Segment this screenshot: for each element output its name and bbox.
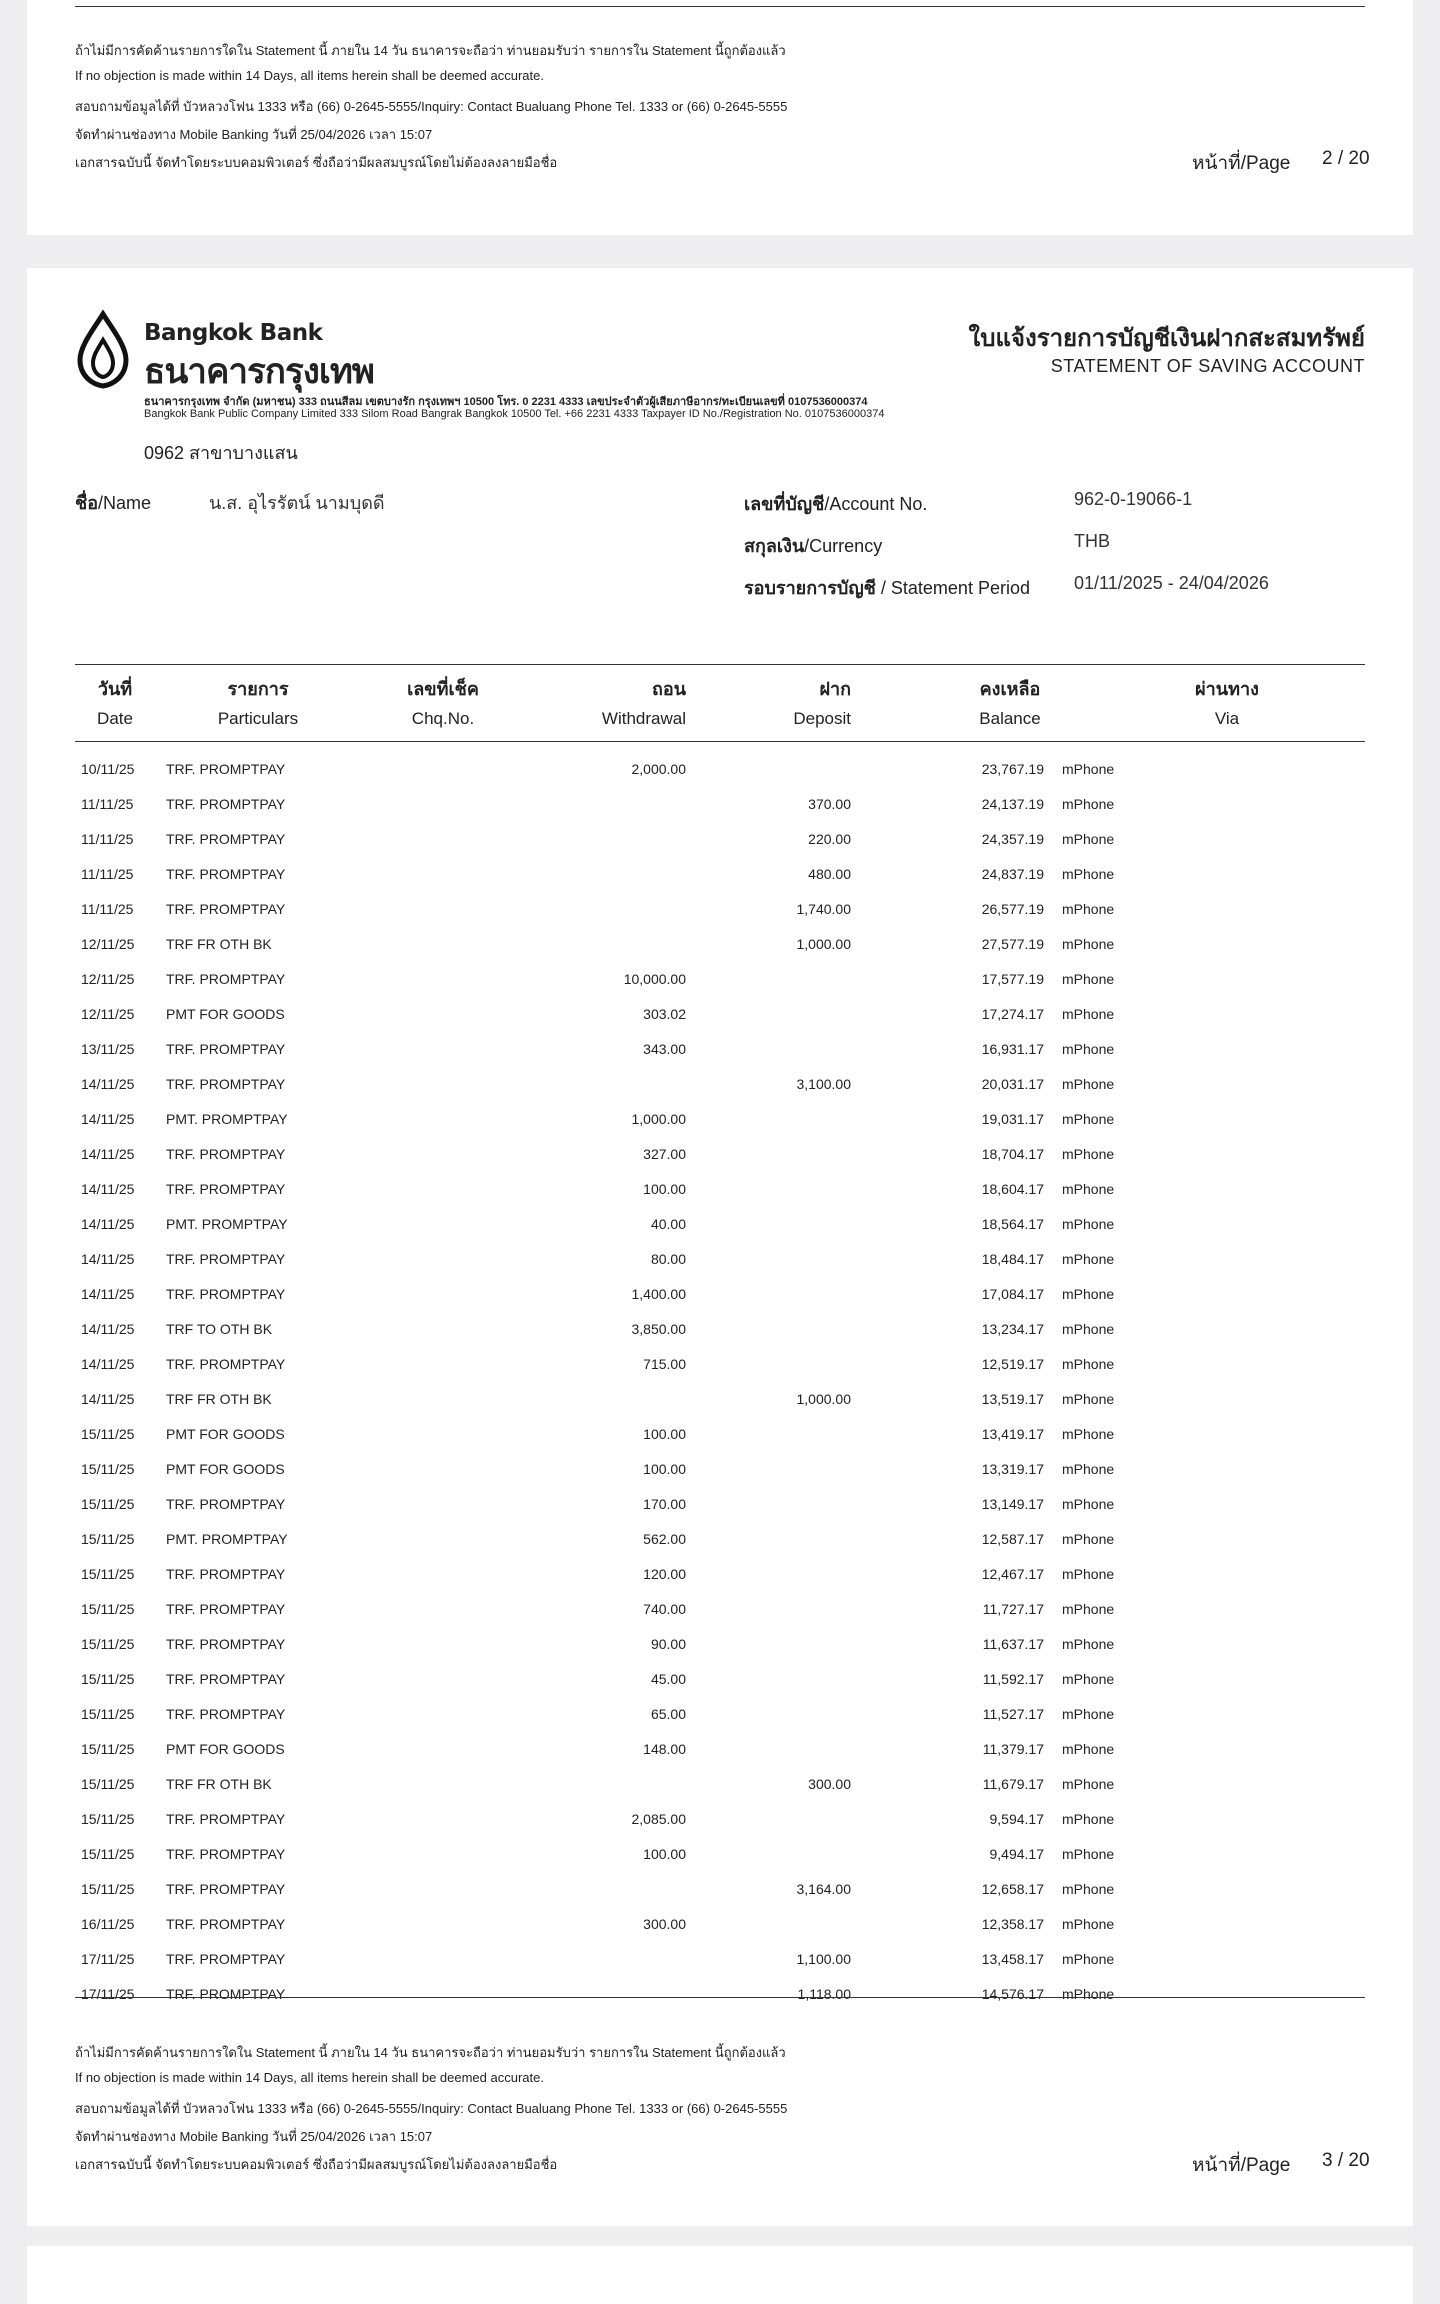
account-no-label-en: /Account No. — [824, 494, 928, 514]
cell-date: 11/11/25 — [81, 901, 134, 917]
cell-balance: 12,587.17 — [981, 1531, 1044, 1547]
cell-particulars: TRF FR OTH BK — [166, 1776, 272, 1792]
cell-balance: 18,564.17 — [981, 1216, 1044, 1232]
cell-date: 15/11/25 — [81, 1846, 135, 1862]
cell-particulars: TRF. PROMPTPAY — [166, 796, 286, 812]
col-deposit-en: Deposit — [793, 709, 851, 728]
cell-date: 15/11/25 — [81, 1706, 135, 1722]
table-row — [75, 1802, 1365, 1837]
cell-particulars: TRF. PROMPTPAY — [166, 1251, 286, 1267]
col-chqno-en: Chq.No. — [411, 709, 475, 728]
table-bottom-rule — [75, 1997, 1365, 1998]
col-via-th: ผ่านทาง — [1195, 679, 1259, 699]
branch-name: 0962 สาขาบางแสน — [144, 443, 298, 463]
cell-particulars: TRF. PROMPTPAY — [166, 1356, 286, 1372]
statement-period-value: 01/11/2025 - 24/04/2026 — [1074, 573, 1269, 593]
cell-withdrawal: 2,085.00 — [631, 1811, 686, 1827]
table-row — [75, 1312, 1365, 1347]
cell-particulars: TRF. PROMPTPAY — [166, 1811, 286, 1827]
cell-date: 17/11/25 — [81, 1986, 135, 2002]
col-balance-en: Balance — [979, 709, 1041, 728]
cell-withdrawal: 65.00 — [650, 1706, 686, 1722]
cell-deposit: 370.00 — [808, 796, 851, 812]
table-row — [75, 1382, 1365, 1417]
statement-page-current — [27, 268, 1413, 2226]
page-label: หน้าที่/Page — [1192, 153, 1291, 174]
cell-balance: 17,274.17 — [981, 1006, 1044, 1022]
cell-via: mPhone — [1062, 1356, 1115, 1372]
cell-balance: 12,358.17 — [981, 1916, 1044, 1932]
col-particulars-en: Particulars — [217, 709, 299, 728]
cell-withdrawal: 100.00 — [643, 1461, 686, 1477]
cell-deposit: 300.00 — [808, 1776, 851, 1792]
cell-withdrawal: 740.00 — [643, 1601, 686, 1617]
cell-via: mPhone — [1062, 831, 1115, 847]
cell-via: mPhone — [1062, 1741, 1115, 1757]
cell-deposit: 480.00 — [808, 866, 851, 882]
cell-via: mPhone — [1062, 866, 1115, 882]
cell-date: 11/11/25 — [81, 866, 134, 882]
cell-date: 14/11/25 — [81, 1076, 135, 1092]
cell-particulars: PMT FOR GOODS — [166, 1006, 285, 1022]
cell-via: mPhone — [1062, 1706, 1115, 1722]
table-row — [75, 1697, 1365, 1732]
cell-balance: 11,527.17 — [982, 1706, 1044, 1722]
cell-via: mPhone — [1062, 1636, 1115, 1652]
page-label: หน้าที่/Page — [1192, 2155, 1291, 2176]
cell-balance: 11,679.17 — [982, 1776, 1044, 1792]
table-row — [75, 1172, 1365, 1207]
table-row — [75, 1452, 1365, 1487]
cell-particulars: TRF TO OTH BK — [166, 1321, 273, 1337]
cell-balance: 13,458.17 — [981, 1951, 1044, 1967]
cell-date: 14/11/25 — [81, 1111, 135, 1127]
table-row — [75, 1557, 1365, 1592]
cell-via: mPhone — [1062, 1216, 1115, 1232]
cell-date: 15/11/25 — [81, 1776, 135, 1792]
statement-page-previous — [27, 0, 1413, 235]
cell-balance: 17,084.17 — [981, 1286, 1044, 1302]
statement-title-en: STATEMENT OF SAVING ACCOUNT — [1050, 356, 1365, 376]
cell-via: mPhone — [1062, 1181, 1115, 1197]
cell-via: mPhone — [1062, 1601, 1115, 1617]
cell-date: 10/11/25 — [81, 761, 135, 777]
table-row — [75, 1907, 1365, 1942]
cell-balance: 16,931.17 — [981, 1041, 1044, 1057]
cell-date: 16/11/25 — [81, 1916, 135, 1932]
table-row — [75, 1207, 1365, 1242]
cell-balance: 27,577.19 — [981, 936, 1044, 952]
cell-via: mPhone — [1062, 1916, 1115, 1932]
cell-via: mPhone — [1062, 1986, 1115, 2002]
col-date-th: วันที่ — [97, 679, 133, 699]
cell-via: mPhone — [1062, 1251, 1115, 1267]
cell-deposit: 1,100.00 — [796, 1951, 851, 1967]
cell-balance: 13,319.17 — [981, 1461, 1044, 1477]
currency-label-th: สกุลเงิน — [744, 536, 805, 556]
cell-particulars: TRF. PROMPTPAY — [166, 761, 286, 777]
cell-balance: 18,704.17 — [981, 1146, 1044, 1162]
cell-particulars: TRF. PROMPTPAY — [166, 901, 286, 917]
cell-balance: 11,592.17 — [982, 1671, 1044, 1687]
col-particulars-th: รายการ — [227, 679, 289, 699]
table-row — [75, 1662, 1365, 1697]
footer-objection-en: If no objection is made within 14 Days, all items herein shall be deemed accurate. — [75, 68, 544, 83]
cell-withdrawal: 562.00 — [643, 1531, 686, 1547]
table-row — [75, 1137, 1365, 1172]
cell-date: 12/11/25 — [81, 936, 135, 952]
cell-particulars: PMT. PROMPTPAY — [166, 1111, 288, 1127]
footer-generated: จัดทำผ่านช่องทาง Mobile Banking วันที่ 25/04/2026 เวลา 15:07 — [75, 127, 433, 142]
cell-via: mPhone — [1062, 901, 1115, 917]
cell-via: mPhone — [1062, 1671, 1115, 1687]
cell-via: mPhone — [1062, 761, 1115, 777]
cell-date: 14/11/25 — [81, 1181, 135, 1197]
cell-balance: 11,727.17 — [982, 1601, 1044, 1617]
cell-withdrawal: 90.00 — [650, 1636, 686, 1652]
col-chqno-header — [407, 674, 479, 729]
table-row — [75, 1872, 1365, 1907]
currency-label — [744, 531, 882, 560]
cell-balance: 9,494.17 — [989, 1846, 1044, 1862]
cell-particulars: PMT FOR GOODS — [166, 1461, 285, 1477]
cell-particulars: TRF. PROMPTPAY — [166, 1846, 286, 1862]
currency-label-en: /Currency — [804, 536, 883, 556]
table-row — [75, 787, 1365, 822]
cell-via: mPhone — [1062, 1146, 1115, 1162]
name-label-en: /Name — [98, 493, 152, 513]
table-row — [75, 1417, 1365, 1452]
cell-via: mPhone — [1062, 1951, 1115, 1967]
cell-withdrawal: 715.00 — [643, 1356, 686, 1372]
cell-date: 14/11/25 — [81, 1286, 135, 1302]
col-balance-th: คงเหลือ — [979, 679, 1041, 699]
cell-withdrawal: 10,000.00 — [623, 971, 686, 987]
cell-particulars: TRF. PROMPTPAY — [166, 1881, 286, 1897]
cell-date: 14/11/25 — [81, 1321, 135, 1337]
cell-particulars: TRF. PROMPTPAY — [166, 1671, 286, 1687]
cell-balance: 12,519.17 — [981, 1356, 1044, 1372]
table-header-rule — [75, 741, 1365, 742]
table-row — [75, 1102, 1365, 1137]
bank-address-en: Bangkok Bank Public Company Limited 333 Silom Road Bangrak Bangkok 10500 Tel. +66 2231 4333 Taxpayer ID No./Registration No. 0107536000374 — [144, 408, 885, 420]
cell-via: mPhone — [1062, 796, 1115, 812]
table-row — [75, 1032, 1365, 1067]
cell-date: 12/11/25 — [81, 971, 135, 987]
table-row — [75, 822, 1365, 857]
cell-balance: 24,137.19 — [981, 796, 1044, 812]
cell-via: mPhone — [1062, 1811, 1115, 1827]
footer-computer-generated: เอกสารฉบับนี้ จัดทำโดยระบบคอมพิวเตอร์ ซึ่งถือว่ามีผลสมบูรณ์โดยไม่ต้องลงลายมือชื่อ — [75, 2157, 558, 2172]
col-via-en: Via — [1214, 709, 1240, 728]
transactions-table-body — [75, 752, 1365, 2012]
cell-date: 15/11/25 — [81, 1566, 135, 1582]
cell-particulars: TRF. PROMPTPAY — [166, 1566, 286, 1582]
cell-balance: 11,379.17 — [982, 1741, 1044, 1757]
col-chqno-th: เลขที่เช็ค — [407, 679, 479, 699]
cell-balance: 17,577.19 — [981, 971, 1044, 987]
cell-withdrawal: 1,400.00 — [631, 1286, 686, 1302]
cell-via: mPhone — [1062, 1881, 1115, 1897]
statement-page-next — [27, 2246, 1413, 2304]
cell-balance: 26,577.19 — [981, 901, 1044, 917]
table-row — [75, 892, 1365, 927]
cell-particulars: PMT FOR GOODS — [166, 1741, 285, 1757]
bank-address-th: ธนาคารกรุงเทพ จำกัด (มหาชน) 333 ถนนสีลม เขตบางรัก กรุงเทพฯ 10500 โทร. 0 2231 4333 เลขประจำตัวผู้เสียภาษีอากร/ทะเบียนเลขที่ 0107536000374 — [144, 396, 868, 408]
footer-objection-en: If no objection is made within 14 Days, all items herein shall be deemed accurate. — [75, 2070, 544, 2085]
cell-deposit: 3,164.00 — [796, 1881, 851, 1897]
cell-via: mPhone — [1062, 1111, 1115, 1127]
footer-objection-th: ถ้าไม่มีการคัดค้านรายการใดใน Statement นี้ ภายใน 14 วัน ธนาคารจะถือว่า ท่านยอมรับว่า รายการใน Statement นี้ถูกต้องแล้ว — [75, 43, 786, 58]
table-row — [75, 857, 1365, 892]
cell-balance: 11,637.17 — [982, 1636, 1044, 1652]
cell-particulars: TRF. PROMPTPAY — [166, 1986, 286, 2002]
cell-balance: 24,837.19 — [981, 866, 1044, 882]
cell-balance: 20,031.17 — [981, 1076, 1044, 1092]
table-row — [75, 1942, 1365, 1977]
cell-deposit: 1,740.00 — [796, 901, 851, 917]
table-row — [75, 1347, 1365, 1382]
cell-withdrawal: 148.00 — [643, 1741, 686, 1757]
statement-period-label — [744, 573, 1030, 602]
cell-balance: 12,467.17 — [981, 1566, 1044, 1582]
table-row — [75, 997, 1365, 1032]
col-via-header — [1195, 674, 1259, 729]
cell-withdrawal: 170.00 — [643, 1496, 686, 1512]
table-row — [75, 962, 1365, 997]
bank-name-en: Bangkok Bank — [144, 320, 323, 346]
cell-withdrawal: 100.00 — [643, 1181, 686, 1197]
cell-particulars: TRF FR OTH BK — [166, 1391, 272, 1407]
table-row — [75, 1242, 1365, 1277]
footer-generated: จัดทำผ่านช่องทาง Mobile Banking วันที่ 25/04/2026 เวลา 15:07 — [75, 2129, 433, 2144]
cell-date: 15/11/25 — [81, 1426, 135, 1442]
cell-via: mPhone — [1062, 1006, 1115, 1022]
cell-particulars: TRF. PROMPTPAY — [166, 971, 286, 987]
cell-date: 14/11/25 — [81, 1216, 135, 1232]
table-row — [75, 1837, 1365, 1872]
cell-particulars: TRF. PROMPTPAY — [166, 1146, 286, 1162]
cell-date: 15/11/25 — [81, 1461, 135, 1477]
cell-particulars: TRF. PROMPTPAY — [166, 1041, 286, 1057]
cell-deposit: 3,100.00 — [796, 1076, 851, 1092]
cell-withdrawal: 80.00 — [650, 1251, 686, 1267]
statement-period-label-th: รอบรายการบัญชี — [744, 578, 876, 598]
cell-particulars: PMT. PROMPTPAY — [166, 1216, 288, 1232]
cell-date: 11/11/25 — [81, 831, 134, 847]
cell-particulars: TRF. PROMPTPAY — [166, 1636, 286, 1652]
account-no-label — [744, 489, 927, 518]
cell-via: mPhone — [1062, 1531, 1115, 1547]
cell-particulars: TRF. PROMPTPAY — [166, 1496, 286, 1512]
bangkok-bank-lotus-logo-icon — [75, 310, 131, 390]
cell-withdrawal: 100.00 — [643, 1846, 686, 1862]
name-label — [75, 488, 151, 517]
col-balance-header — [979, 674, 1040, 729]
col-deposit-header — [793, 674, 851, 729]
cell-date: 14/11/25 — [81, 1391, 135, 1407]
cell-withdrawal: 40.00 — [650, 1216, 686, 1232]
cell-withdrawal: 120.00 — [643, 1566, 686, 1582]
cell-withdrawal: 327.00 — [643, 1146, 686, 1162]
cell-balance: 19,031.17 — [981, 1111, 1044, 1127]
cell-balance: 18,604.17 — [981, 1181, 1044, 1197]
cell-via: mPhone — [1062, 1566, 1115, 1582]
cell-particulars: PMT FOR GOODS — [166, 1426, 285, 1442]
cell-withdrawal: 1,000.00 — [631, 1111, 686, 1127]
cell-via: mPhone — [1062, 1321, 1115, 1337]
cell-date: 14/11/25 — [81, 1356, 135, 1372]
cell-via: mPhone — [1062, 1041, 1115, 1057]
cell-date: 15/11/25 — [81, 1671, 135, 1687]
col-date-en: Date — [97, 709, 133, 728]
cell-balance: 14,576.17 — [981, 1986, 1044, 2002]
cell-date: 15/11/25 — [81, 1496, 135, 1512]
cell-particulars: TRF. PROMPTPAY — [166, 866, 286, 882]
cell-particulars: PMT. PROMPTPAY — [166, 1531, 288, 1547]
statement-period-label-en: / Statement Period — [875, 578, 1030, 598]
col-date-header — [97, 674, 133, 729]
cell-date: 15/11/25 — [81, 1636, 135, 1652]
cell-withdrawal: 303.02 — [643, 1006, 686, 1022]
cell-via: mPhone — [1062, 1461, 1115, 1477]
cell-date: 12/11/25 — [81, 1006, 135, 1022]
cell-deposit: 1,000.00 — [796, 1391, 851, 1407]
cell-balance: 13,519.17 — [981, 1391, 1044, 1407]
table-row — [75, 1977, 1365, 2012]
cell-particulars: TRF. PROMPTPAY — [166, 1706, 286, 1722]
cell-date: 13/11/25 — [81, 1041, 135, 1057]
col-deposit-th: ฝาก — [819, 679, 851, 699]
table-row — [75, 1277, 1365, 1312]
table-row — [75, 752, 1365, 787]
cell-particulars: TRF. PROMPTPAY — [166, 1601, 286, 1617]
cell-balance: 24,357.19 — [981, 831, 1044, 847]
table-row — [75, 1067, 1365, 1102]
cell-via: mPhone — [1062, 1391, 1115, 1407]
col-withdrawal-th: ถอน — [651, 679, 686, 699]
cell-particulars: TRF FR OTH BK — [166, 936, 272, 952]
cell-balance: 13,419.17 — [981, 1426, 1044, 1442]
cell-particulars: TRF. PROMPTPAY — [166, 1951, 286, 1967]
cell-balance: 13,234.17 — [981, 1321, 1044, 1337]
cell-withdrawal: 343.00 — [643, 1041, 686, 1057]
cell-via: mPhone — [1062, 936, 1115, 952]
table-row — [75, 927, 1365, 962]
cell-date: 15/11/25 — [81, 1811, 135, 1827]
account-no-value: 962-0-19066-1 — [1074, 489, 1193, 509]
cell-via: mPhone — [1062, 1846, 1115, 1862]
statement-title-th: ใบแจ้งรายการบัญชีเงินฝากสะสมทรัพย์ — [968, 325, 1365, 352]
col-withdrawal-header — [602, 674, 686, 729]
table-row — [75, 1592, 1365, 1627]
cell-deposit: 1,000.00 — [796, 936, 851, 952]
account-holder-name: น.ส. อุไรรัตน์ นามบุดดี — [209, 493, 385, 513]
cell-via: mPhone — [1062, 1426, 1115, 1442]
cell-deposit: 220.00 — [808, 831, 851, 847]
cell-date: 11/11/25 — [81, 796, 134, 812]
cell-balance: 18,484.17 — [981, 1251, 1044, 1267]
table-row — [75, 1627, 1365, 1662]
cell-date: 14/11/25 — [81, 1146, 135, 1162]
cell-date: 14/11/25 — [81, 1251, 135, 1267]
cell-deposit: 1,118.00 — [797, 1986, 851, 2002]
cell-balance: 9,594.17 — [989, 1811, 1044, 1827]
cell-via: mPhone — [1062, 1496, 1115, 1512]
cell-date: 15/11/25 — [81, 1881, 135, 1897]
table-row — [75, 1767, 1365, 1802]
cell-withdrawal: 100.00 — [643, 1426, 686, 1442]
cell-date: 15/11/25 — [81, 1531, 135, 1547]
cell-particulars: TRF. PROMPTPAY — [166, 1076, 286, 1092]
account-no-label-th: เลขที่บัญชี — [744, 494, 825, 514]
table-row — [75, 1487, 1365, 1522]
cell-via: mPhone — [1062, 1286, 1115, 1302]
cell-date: 17/11/25 — [81, 1951, 135, 1967]
table-bottom-rule — [75, 6, 1365, 7]
cell-date: 15/11/25 — [81, 1741, 135, 1757]
table-row — [75, 1522, 1365, 1557]
cell-withdrawal: 45.00 — [650, 1671, 686, 1687]
cell-withdrawal: 300.00 — [643, 1916, 686, 1932]
cell-via: mPhone — [1062, 1076, 1115, 1092]
footer-inquiry: สอบถามข้อมูลได้ที่ บัวหลวงโฟน 1333 หรือ (66) 0-2645-5555/Inquiry: Contact Bualuang Phone Tel. 1333 or (66) 0-2645-5555 — [75, 2101, 788, 2116]
footer-computer-generated: เอกสารฉบับนี้ จัดทำโดยระบบคอมพิวเตอร์ ซึ่งถือว่ามีผลสมบูรณ์โดยไม่ต้องลงลายมือชื่อ — [75, 155, 558, 170]
col-particulars-header — [218, 674, 298, 729]
page-number-value: 2 / 20 — [1322, 148, 1370, 169]
cell-balance: 13,149.17 — [981, 1496, 1044, 1512]
bank-name-th: ธนาคารกรุงเทพ — [144, 352, 374, 392]
cell-withdrawal: 3,850.00 — [631, 1321, 686, 1337]
cell-balance: 12,658.17 — [981, 1881, 1044, 1897]
currency-value: THB — [1074, 531, 1110, 551]
cell-balance: 23,767.19 — [981, 761, 1044, 777]
cell-particulars: TRF. PROMPTPAY — [166, 1916, 286, 1932]
name-label-th: ชื่อ — [75, 493, 99, 513]
col-withdrawal-en: Withdrawal — [601, 709, 686, 728]
cell-withdrawal: 2,000.00 — [631, 761, 686, 777]
page-number-value: 3 / 20 — [1322, 2150, 1370, 2171]
transactions-table-header — [75, 664, 1365, 744]
cell-particulars: TRF. PROMPTPAY — [166, 1286, 286, 1302]
table-row — [75, 1732, 1365, 1767]
cell-via: mPhone — [1062, 971, 1115, 987]
cell-date: 15/11/25 — [81, 1601, 135, 1617]
cell-via: mPhone — [1062, 1776, 1115, 1792]
cell-particulars: TRF. PROMPTPAY — [166, 831, 286, 847]
footer-inquiry: สอบถามข้อมูลได้ที่ บัวหลวงโฟน 1333 หรือ (66) 0-2645-5555/Inquiry: Contact Bualuang Phone Tel. 1333 or (66) 0-2645-5555 — [75, 99, 788, 114]
footer-objection-th: ถ้าไม่มีการคัดค้านรายการใดใน Statement นี้ ภายใน 14 วัน ธนาคารจะถือว่า ท่านยอมรับว่า รายการใน Statement นี้ถูกต้องแล้ว — [75, 2045, 786, 2060]
cell-particulars: TRF. PROMPTPAY — [166, 1181, 286, 1197]
